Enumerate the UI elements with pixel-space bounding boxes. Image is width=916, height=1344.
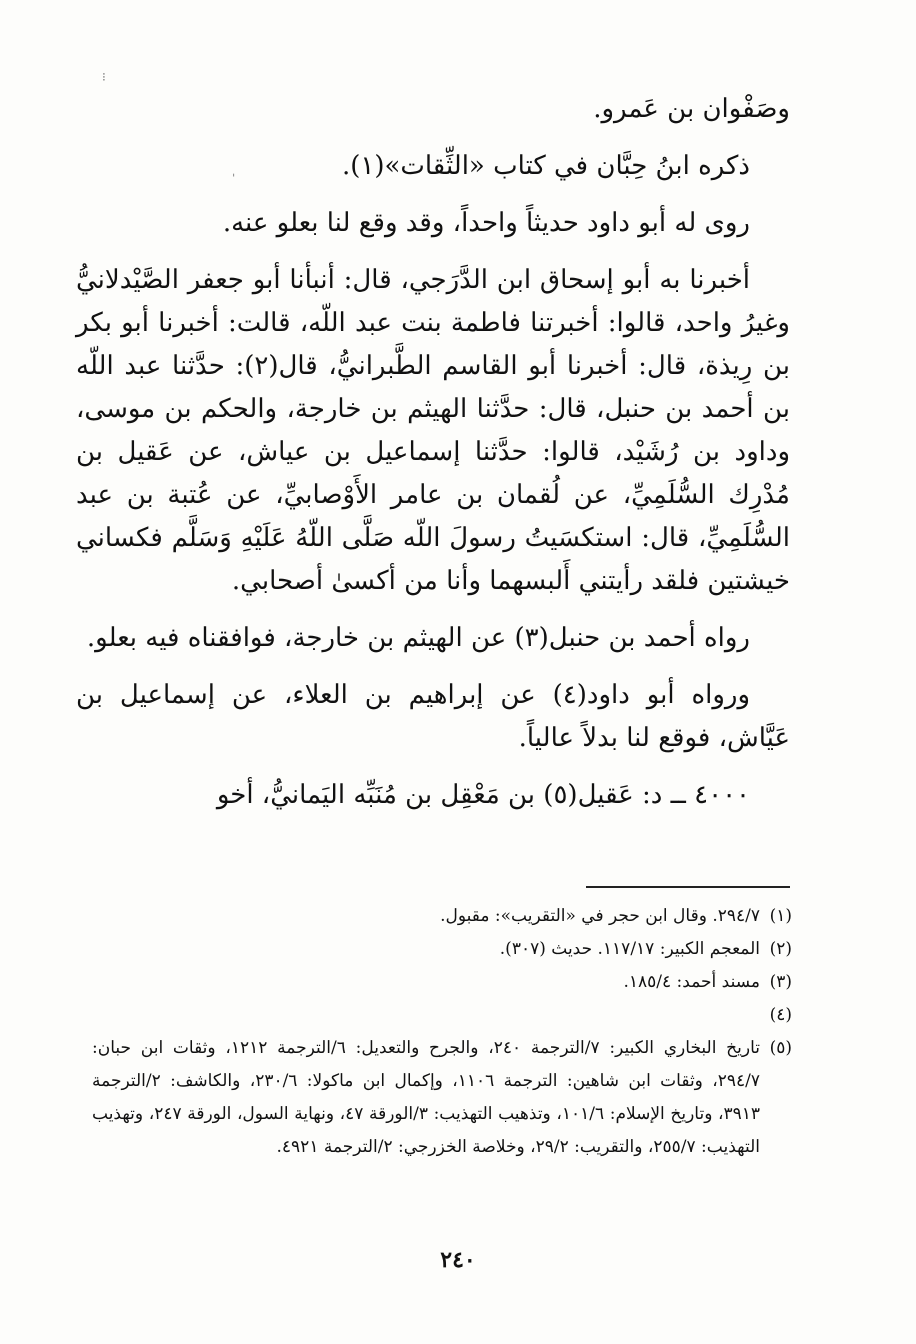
footnotes <box>92 900 792 1164</box>
footnote-number: (٢) <box>769 939 792 959</box>
paragraph-ahmad-narration: رواه أحمد بن حنبل(٣) عن الهيثم بن خارجة، فوافقناه فيه بعلو. <box>86 623 750 653</box>
footnote-number: (٤) <box>769 1005 792 1025</box>
footnote-3 <box>92 966 792 999</box>
paragraph-ibn-hibban: ذكره ابنُ حِبَّان في كتاب «الثِّقات»(١). <box>341 151 750 181</box>
footnote-1 <box>92 900 792 933</box>
footnote-5 <box>92 1032 792 1164</box>
page-number: ٢٤٠ <box>440 1247 476 1273</box>
main-text <box>76 88 790 831</box>
footnote-number: (١) <box>769 906 792 926</box>
footnote-number: (٥) <box>769 1038 792 1058</box>
entry-heading-4000: ٤٠٠٠ ــ د: عَقيل(٥) بن مَعْقِل بن مُنَبِّه اليَمانيُّ، أخو <box>216 780 750 810</box>
scan-speck: ⁝ <box>102 70 106 84</box>
paragraph-abu-dawud-narration: روى له أبو داود حديثاً واحداً، وقد وقع لنا بعلو عنه. <box>222 208 750 238</box>
footnote-text: المعجم الكبير: ١١٧/١٧. حديث (٣٠٧). <box>499 939 760 959</box>
footnote-separator <box>586 886 790 888</box>
paragraph-isnad-hadith: أخبرنا به أبو إسحاق ابن الدَّرَجي، قال: أنبأنا أبو جعفر الصَّيْدلانيُّ وغيرُ واحد، قالوا: أخبرتنا فاطمة بنت عبد اللّه، قالت: أخبرنا أبو بكر بن رِيذة، قال: أخبرنا أبو القاسم الطَّبرانيُّ، قال(٢): حدَّثنا عبد اللّه بن أحمد بن حنبل، قال: حدَّثنا الهيثم بن خارجة، والحكم بن موسى، وداود بن رُشَيْد، قالوا: حدَّثنا إسماعيل بن عياش، عن عَقيل بن مُدْرِك السُّلَمِيِّ، عن لُقمان بن عامر الأَوْصابيِّ، عن عُتبة بن عبد السُّلَمِيِّ، قال: استكسَيتُ رسولَ اللّه صَلَّى اللّهُ عَلَيْهِ وَسَلَّم فكساني خيشتين فلقد رأيتني أَلبسهما وأنا من أكسىٰ أصحابي. <box>76 265 790 596</box>
scan-speck: ˈ <box>232 172 236 186</box>
paragraph-abu-dawud-second: ورواه أبو داود(٤) عن إبراهيم بن العلاء، عن إسماعيل بن عَيَّاش، فوقع لنا بدلاً عالياً. <box>76 680 790 753</box>
footnote-2 <box>92 933 792 966</box>
footnote-text: مسند أحمد: ١٨٥/٤. <box>623 972 760 992</box>
footnote-text: ٢٩٤/٧. وقال ابن حجر في «التقريب»: مقبول. <box>440 906 760 926</box>
footnote-4 <box>92 999 792 1032</box>
paragraph-narrator-line: وصَفْوان بن عَمرو. <box>593 94 790 124</box>
footnote-text: تاريخ البخاري الكبير: ٧/الترجمة ٢٤٠، والجرح والتعديل: ٦/الترجمة ١٢١٢، وثقات ابن حبان: ٢٩٤/٧، وثقات ابن شاهين: الترجمة ١١٠٦، وإكمال ابن ماكولا: ٢٣٠/٦، والكاشف: ٢/الترجمة ٣٩١٣، وتاريخ الإسلام: ١٠١/٦، وتذهيب التهذيب: ٣/الورقة ٤٧، ونهاية السول، الورقة ٢٤٧، وتهذيب التهذيب: ٢٥٥/٧، والتقريب: ٢٩/٢، وخلاصة الخزرجي: ٢/الترجمة ٤٩٢١. <box>92 1038 761 1157</box>
footnote-number: (٣) <box>769 972 792 992</box>
